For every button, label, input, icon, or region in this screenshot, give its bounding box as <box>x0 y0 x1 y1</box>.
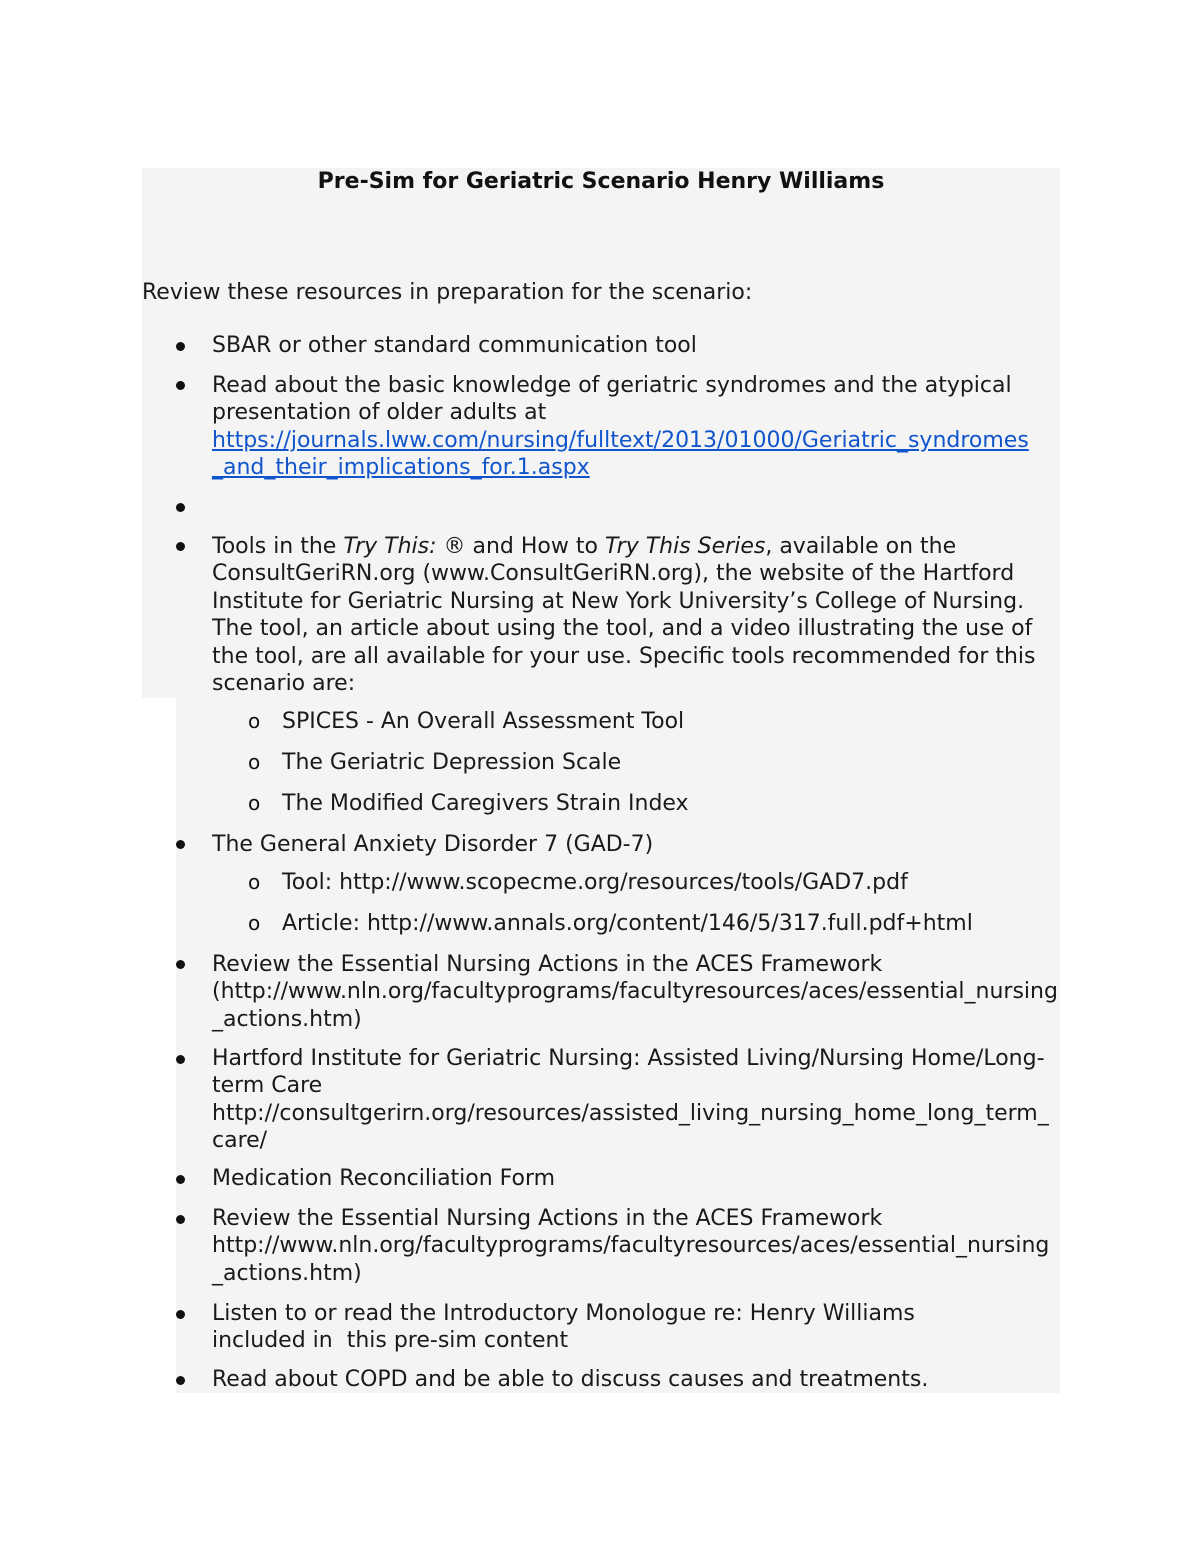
aces-url: (http://www.nln.org/facultyprograms/facultyresources/aces/essential_nursing_actions.htm) <box>212 979 1058 1032</box>
list-item-hartford-institute <box>212 1045 1052 1155</box>
sub-item-gad7-article: Article: http://www.annals.org/content/146/5/317.full.pdf+html <box>282 911 973 936</box>
bullet-icon <box>176 840 185 849</box>
list-item-text: Review the Essential Nursing Actions in the ACES Framework <box>212 952 883 977</box>
sub-item-gad7-tool: Tool: http://www.scopecme.org/resources/tools/GAD7.pdf <box>282 870 908 895</box>
page-title: Pre-Sim for Geriatric Scenario Henry Williams <box>317 169 885 194</box>
list-item-monologue: Listen to or read the Introductory Monologue re: Henry Williams included in this pre-sim content <box>212 1301 922 1354</box>
list-item-text: , available on the ConsultGeriRN.org (www.ConsultGeriRN.org), the website of the Hartford Institute for Geriatric Nursing at New York University’s College of Nursing. The tool, an article about using the tool, and a video illustrating the use of the tool, are all available for your use. Specific tools recommended for this scenario are: <box>212 534 1036 697</box>
bullet-icon <box>176 1175 185 1184</box>
circle-bullet-icon: o <box>248 911 261 935</box>
list-item-sbar: SBAR or other standard communication tool <box>212 333 697 358</box>
list-item-text: Tools in the <box>212 534 344 559</box>
intro-text: Review these resources in preparation for the scenario: <box>142 280 753 305</box>
hartford-url: http://consultgerirn.org/resources/assisted_living_nursing_home_long_term_care/ <box>212 1100 1049 1154</box>
aces-url: http://www.nln.org/facultyprograms/facultyresources/aces/essential_nursing_actions.htm) <box>212 1233 1050 1286</box>
bullet-icon <box>176 1310 185 1319</box>
list-item-text: Read about the basic knowledge of geriatric syndromes and the atypical presentation of older adults at <box>212 373 1012 426</box>
circle-bullet-icon: o <box>248 709 261 733</box>
list-item-geriatric-syndromes <box>212 372 1032 482</box>
circle-bullet-icon: o <box>248 870 261 894</box>
list-item-text: ® and How to <box>436 534 605 559</box>
bullet-icon <box>176 1215 185 1224</box>
circle-bullet-icon: o <box>248 791 261 815</box>
list-item-try-this-tools <box>212 533 1052 697</box>
bullet-icon <box>176 342 185 351</box>
bullet-icon <box>176 1376 185 1385</box>
bullet-icon <box>176 381 185 390</box>
list-item-text: Review the Essential Nursing Actions in the ACES Framework <box>212 1206 883 1231</box>
sub-item-caregiver-strain: The Modified Caregivers Strain Index <box>282 791 689 816</box>
list-item-text: Hartford Institute for Geriatric Nursing: Assisted Living/Nursing Home/Long-term Care <box>212 1046 1045 1099</box>
bullet-icon <box>176 542 185 551</box>
circle-bullet-icon: o <box>248 750 261 774</box>
list-item-aces-framework-2 <box>212 1205 1060 1287</box>
bullet-icon <box>176 960 185 969</box>
try-this-title: Try This: <box>343 534 437 559</box>
list-item-medication-reconciliation: Medication Reconciliation Form <box>212 1166 556 1191</box>
geriatric-syndromes-link[interactable]: https://journals.lww.com/nursing/fulltext/2013/01000/Geriatric_syndromes_and_their_implications_for.1.aspx <box>212 427 1029 481</box>
try-this-series-title: Try This Series <box>604 534 766 559</box>
bullet-icon <box>176 503 185 512</box>
sub-item-depression-scale: The Geriatric Depression Scale <box>282 750 622 775</box>
sub-item-spices: SPICES - An Overall Assessment Tool <box>282 709 685 734</box>
list-item-gad7: The General Anxiety Disorder 7 (GAD-7) <box>212 832 654 857</box>
list-item-aces-framework <box>212 951 1060 1033</box>
bullet-icon <box>176 1055 185 1064</box>
list-item-copd: Read about COPD and be able to discuss causes and treatments. <box>212 1367 929 1392</box>
